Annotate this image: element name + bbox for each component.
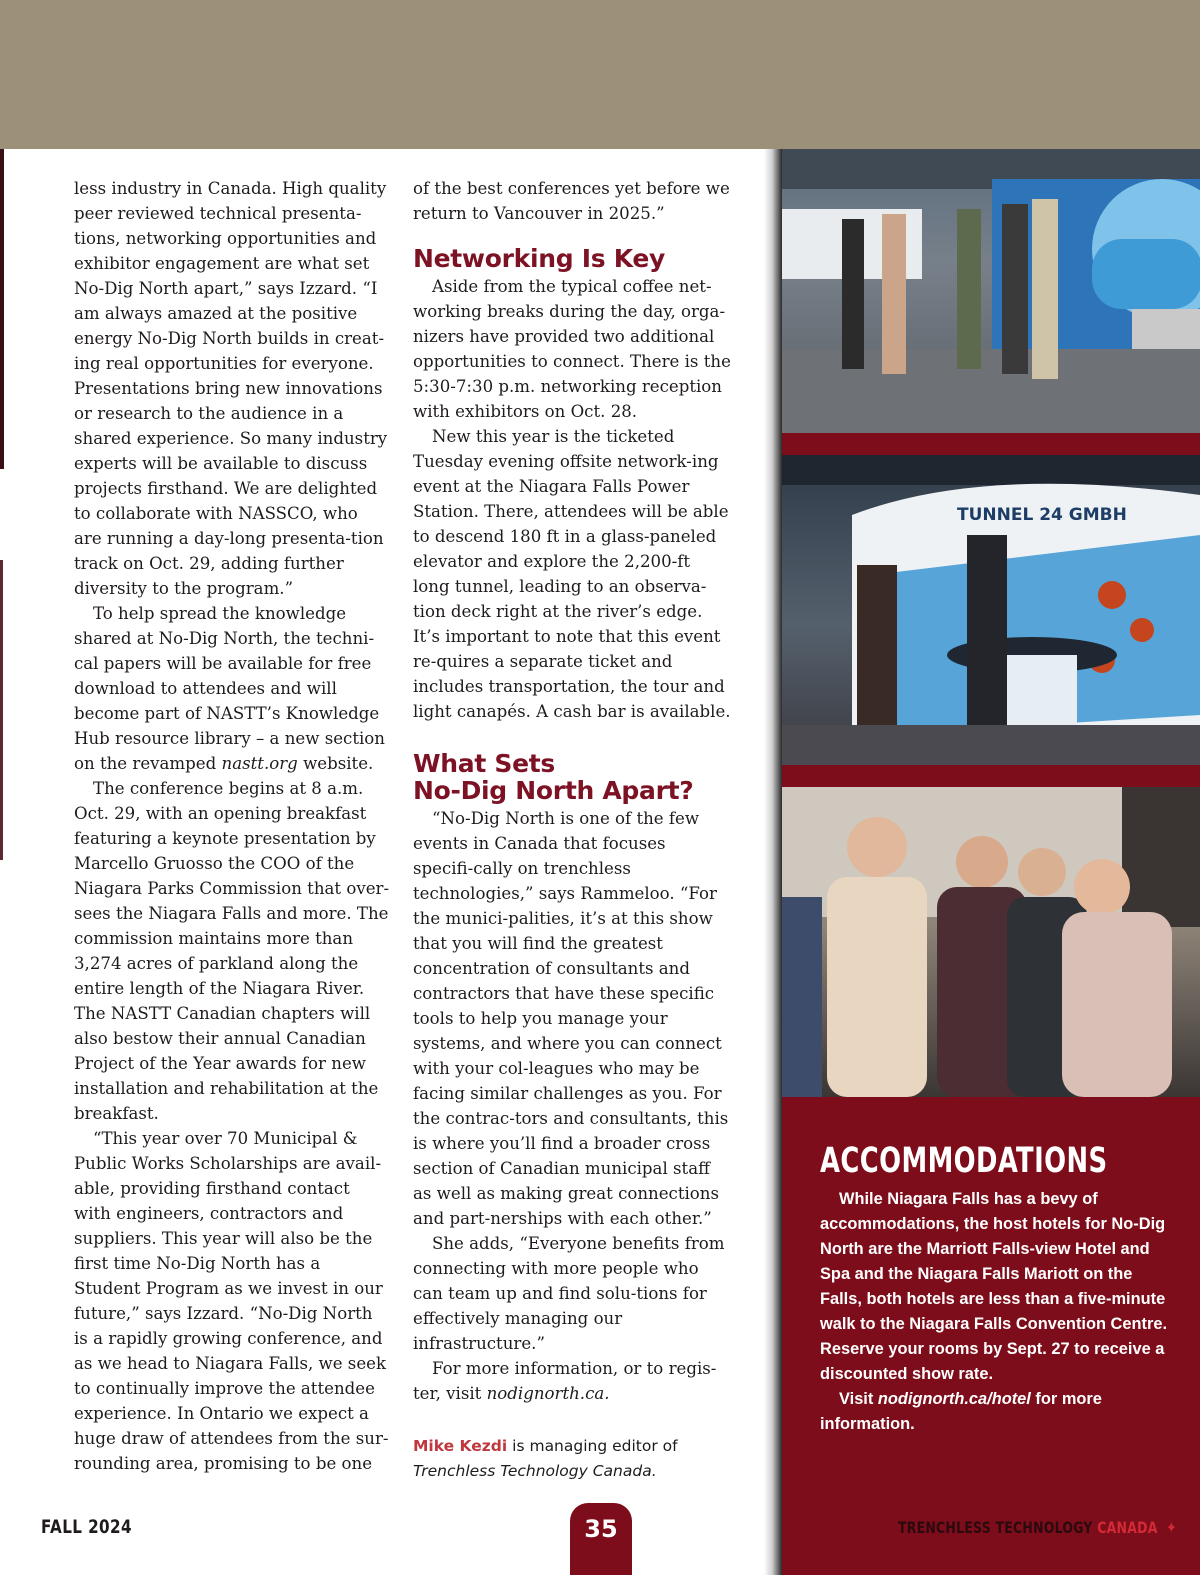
- paragraph: The conference begins at 8 a.m. Oct. 29, with an opening breakfast featuring a keynote presentation by Marcello Gruosso the COO of the Niagara Parks Commission that over-sees the Niagara Falls and more. The commission maintains more than 3,274 acres of parkland along the entire length of the Niagara River. The NASTT Canadian chapters will also bestow their annual Canadian Project of the Year awards for new installation and rehabilitation at the breakfast.: [74, 779, 390, 1123]
- section-heading-networking: Networking Is Key: [413, 244, 665, 273]
- booth-brand-text: TUNNEL 24 GMBH: [957, 505, 1127, 525]
- hotel-link: nodignorth.ca/hotel: [877, 1390, 1031, 1408]
- person-head: [1018, 848, 1066, 896]
- sidebar-title: ACCOMMODATIONS: [820, 1141, 1108, 1181]
- person: [967, 535, 1007, 725]
- ceiling: [782, 455, 1200, 485]
- byline-text: is managing editor of: [512, 1437, 678, 1455]
- previous-page-edge: [0, 149, 4, 469]
- page-gutter-shadow: [764, 149, 782, 1575]
- publication-name: Trenchless Technology Canada.: [413, 1462, 657, 1480]
- paragraph: [74, 601, 390, 776]
- paragraph: less industry in Canada. High quality peer reviewed technical presenta-tions, networking opportunities and exhibitor engagement are what set No-Dig North apart,” says Izzard. “I am always amazed at the positive energy No-Dig North builds in creat-ing real opportunities for everyone. Presentations bring new innovations or research to the audience in a shared experience. So many industry experts will be available to discuss projects firsthand. We are delighted to collaborate with NASSCO, who are running a day-long presenta-tion track on Oct. 29, adding further diversity to the program.”: [74, 179, 388, 598]
- paragraph: [413, 1356, 731, 1406]
- article-column-1: [74, 176, 390, 1476]
- heading-line: No-Dig North Apart?: [413, 776, 694, 805]
- person: [882, 214, 906, 374]
- article-column-2: [413, 176, 731, 1484]
- photo-audience: [782, 787, 1200, 1097]
- maple-leaf-icon: ✦: [1166, 1518, 1177, 1537]
- paragraph: “No-Dig North is one of the few events in Canada that focuses specifi-cally on trenchless technologies,” says Rammeloo. “For the munici-palities, it’s at this show that you will find the greatest concentration of consultants and contractors that have these specific tools to help you manage your systems, and where you can connect with your col-leagues who may be facing similar challenges as you. For the contrac-tors and consultants, this is where you’ll find a broader cross section of Canadian municipal staff as well as making great connections and part-nerships with each other.”: [413, 809, 729, 1228]
- product-display: [1098, 581, 1126, 609]
- page-number: 35: [570, 1503, 632, 1575]
- heading-line: What Sets: [413, 749, 555, 778]
- paragraph: New this year is the ticketed Tuesday evening offsite network-ing event at the Niagara Falls Power Station. There, attendees will be able to descend 180 ft in a glass-paneled elevator and explore the 2,200-ft long tunnel, leading to an observa-tion deck right at the river’s edge. It’s important to note that this event re-quires a separate ticket and includes transportation, the tour and light canapés. A cash bar is available.: [413, 427, 731, 721]
- person-head: [1074, 859, 1130, 915]
- section-heading-what-sets-apart: [413, 750, 731, 804]
- paragraph: “This year over 70 Municipal & Public Works Scholarships are avail-able, providing firsthand contact with engineers, contractors and suppliers. This year will also be the first time No-Dig North has a Student Program as we invest in our future,” says Izzard. “No-Dig North is a rapidly growing conference, and as we head to Niagara Falls, we seek to continually improve the attendee experience. In Ontario we expect a huge draw of attendees from the sur-rounding area, promising to be one: [74, 1129, 389, 1473]
- person-head: [847, 817, 907, 877]
- person: [957, 209, 981, 369]
- blue-pipe: [1092, 239, 1200, 309]
- text: for more information.: [820, 1390, 1102, 1433]
- person: [1002, 204, 1028, 374]
- photo-trade-show-floor: [782, 149, 1200, 433]
- publication-footer: [898, 1518, 1177, 1537]
- person: [1032, 199, 1058, 379]
- text: To help spread the knowledge shared at No-Dig North, the techni-cal papers will be available for free download to attendees and will become part of NASTT’s Knowledge Hub resource library – a new section on the revamped: [74, 604, 385, 773]
- top-color-band: [0, 0, 1200, 149]
- person: [842, 219, 864, 369]
- photo-tunnel24-booth: [782, 455, 1200, 765]
- accommodations-box: [820, 1140, 1175, 1437]
- paragraph: She adds, “Everyone benefits from connecting with more people who can team up and find solu-tions for effectively managing our infrastructure.”: [413, 1234, 725, 1353]
- carpet: [782, 725, 1200, 765]
- website-name: nodignorth.ca.: [486, 1384, 610, 1403]
- previous-page-edge-lower: [0, 560, 3, 860]
- person: [1062, 912, 1172, 1097]
- product-display: [1130, 618, 1154, 642]
- person-head: [956, 836, 1008, 888]
- brand-country: CANADA: [1097, 1518, 1158, 1537]
- brand-name: TRENCHLESS TECHNOLOGY: [898, 1518, 1093, 1537]
- person: [857, 565, 897, 745]
- text: website.: [303, 754, 374, 773]
- author-byline: [413, 1434, 731, 1484]
- sidebar-body: While Niagara Falls has a bevy of accommodations, the host hotels for No-Dig North are the Marriott Falls-view Hotel and Spa and the Niagara Falls Mariott on the Falls, both hotels are less than a five-minute walk to the Niagara Falls Convention Centre. Reserve your rooms by Sept. 27 to receive a discounted show rate.: [820, 1190, 1168, 1383]
- paragraph: of the best conferences yet before we return to Vancouver in 2025.”: [413, 179, 730, 223]
- acoustic-panel: [1122, 787, 1200, 927]
- person: [782, 897, 822, 1097]
- photo-illustration: [782, 149, 1200, 433]
- issue-label: FALL 2024: [41, 1516, 132, 1538]
- text: Visit: [839, 1390, 874, 1408]
- person: [827, 877, 927, 1097]
- text: For more information, or to regis-ter, visit: [413, 1359, 717, 1403]
- website-name: nastt.org: [221, 754, 298, 773]
- sidebar-visit: [820, 1387, 1175, 1437]
- photo-illustration: [782, 787, 1200, 1097]
- paragraph: Aside from the typical coffee net-working breaks during the day, orga-nizers have provided two additional opportunities to connect. There is the 5:30-7:30 p.m. networking reception with exhibitors on Oct. 28.: [413, 277, 731, 421]
- photo-illustration: [782, 455, 1200, 765]
- author-name: Mike Kezdi: [413, 1437, 508, 1455]
